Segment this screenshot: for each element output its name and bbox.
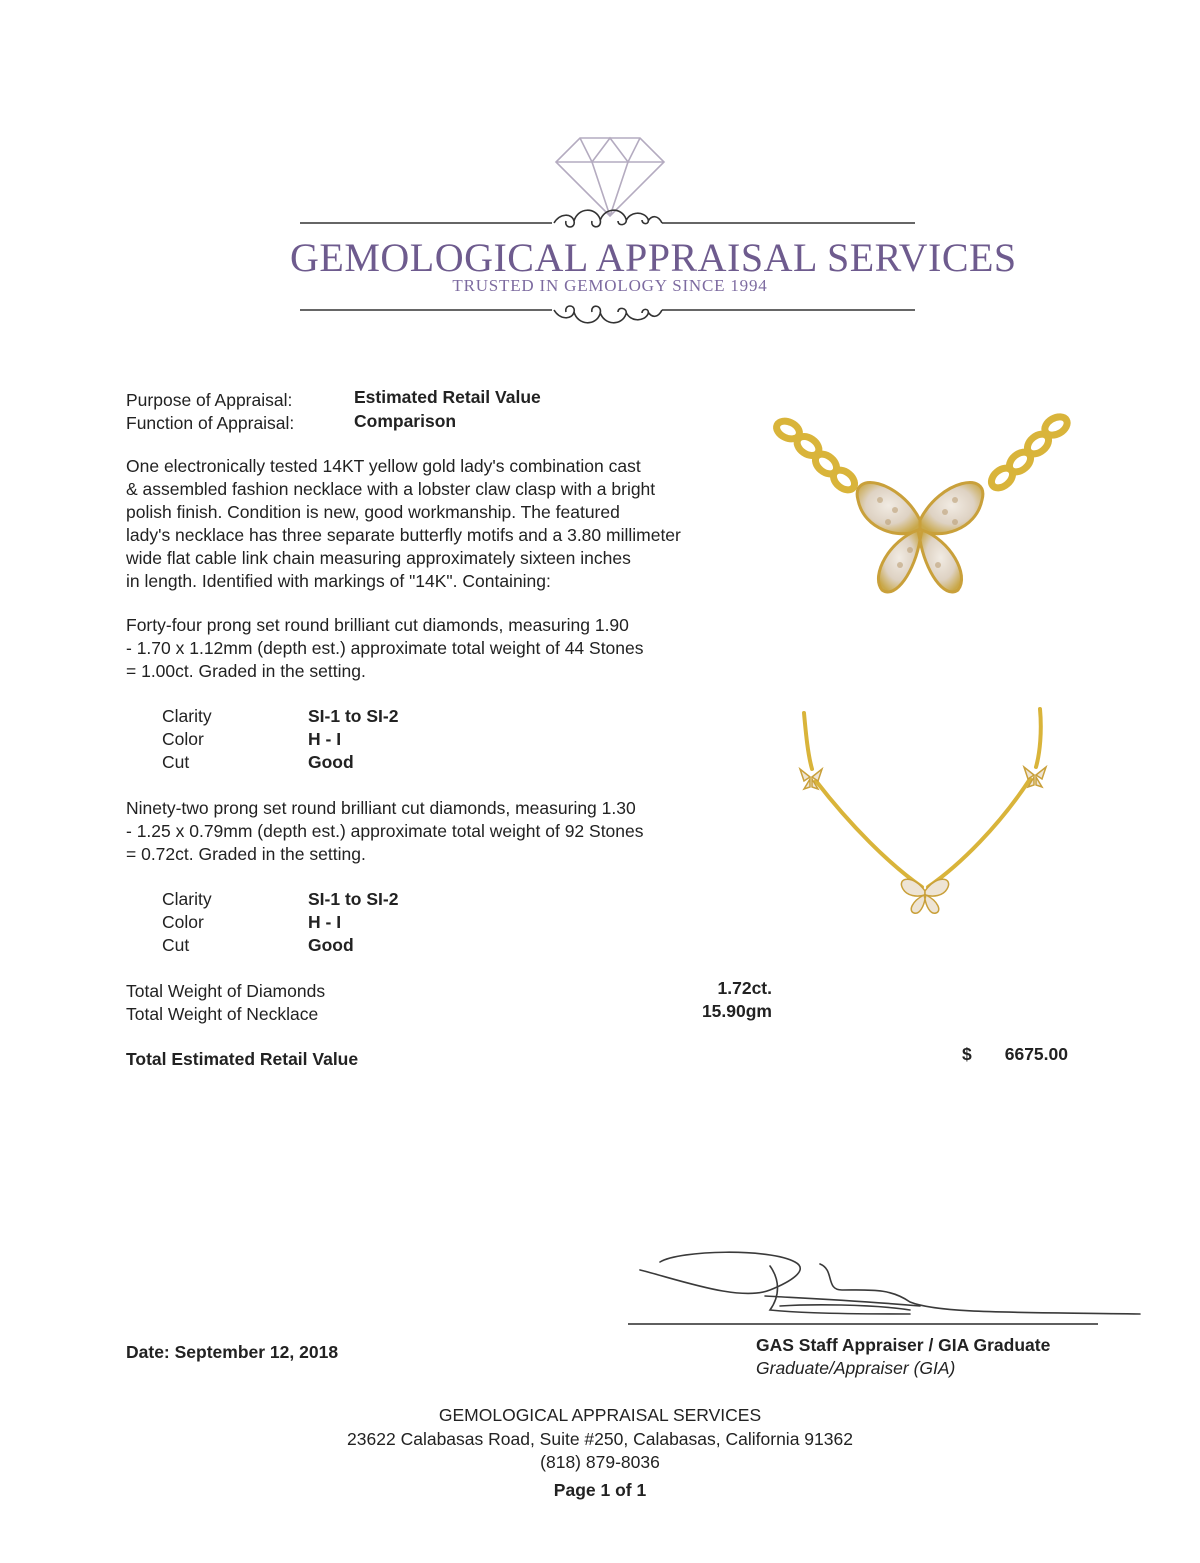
footer-address: 23622 Calabasas Road, Suite #250, Calabasas, California 91362 — [347, 1429, 853, 1449]
stone-group-2-description — [126, 797, 766, 866]
signature — [620, 1240, 1150, 1340]
retail-value-label: Total Estimated Retail Value — [126, 1049, 359, 1069]
grade-label: Cut — [162, 935, 190, 955]
grade-value: Good — [308, 752, 354, 772]
company-logo — [290, 130, 1017, 340]
grade-value: SI-1 to SI-2 — [308, 706, 399, 726]
stone-line: = 1.00ct. Graded in the setting. — [126, 661, 366, 681]
stone-line: - 1.70 x 1.12mm (depth est.) approximate total weight of 44 Stones — [126, 638, 644, 658]
clarity-row — [162, 705, 462, 728]
total-necklace-label: Total Weight of Necklace — [126, 1004, 319, 1024]
grade-label: Clarity — [162, 889, 212, 909]
grade-label: Cut — [162, 752, 190, 772]
stone-line: - 1.25 x 0.79mm (depth est.) approximate total weight of 92 Stones — [126, 821, 644, 841]
stone-group-1-description — [126, 614, 766, 683]
purpose-value: Estimated Retail Value — [354, 387, 541, 407]
footer-company: GEMOLOGICAL APPRAISAL SERVICES — [438, 1405, 762, 1425]
appraiser-subtitle: Graduate/Appraiser (GIA) — [756, 1358, 956, 1378]
grade-label: Clarity — [162, 706, 212, 726]
description-line: in length. Identified with markings of "14K". Containing: — [126, 571, 551, 591]
grade-value: SI-1 to SI-2 — [308, 889, 399, 909]
total-diamonds-value: 1.72ct. — [717, 978, 772, 998]
necklace-full-photo — [790, 705, 1060, 920]
appraisal-date: Date: September 12, 2018 — [126, 1342, 339, 1362]
footer-phone: (818) 879-8036 — [540, 1452, 660, 1472]
item-description — [126, 455, 766, 593]
total-diamonds-label: Total Weight of Diamonds — [126, 981, 326, 1001]
company-tagline: TRUSTED IN GEMOLOGY SINCE 1994 — [452, 276, 768, 295]
color-row — [162, 728, 462, 751]
appraiser-title: GAS Staff Appraiser / GIA Graduate — [756, 1335, 1051, 1355]
grade-label: Color — [162, 729, 204, 749]
necklace-closeup-photo — [770, 400, 1075, 610]
description-line: lady's necklace has three separate butterfly motifs and a 3.80 millimeter — [126, 525, 681, 545]
function-label: Function of Appraisal: — [126, 413, 295, 433]
cut-row — [162, 751, 462, 774]
stone-group-2-grades — [162, 888, 482, 960]
grade-value: H - I — [308, 912, 342, 932]
grade-label: Color — [162, 912, 204, 932]
stone-line: = 0.72ct. Graded in the setting. — [126, 844, 366, 864]
description-line: & assembled fashion necklace with a lobster claw clasp with a bright — [126, 479, 656, 499]
stone-line: Forty-four prong set round brilliant cut diamonds, measuring 1.90 — [126, 615, 629, 635]
function-value: Comparison — [354, 411, 457, 431]
purpose-label: Purpose of Appraisal: — [126, 390, 293, 410]
clarity-row — [162, 888, 462, 911]
description-line: polish finish. Condition is new, good workmanship. The featured — [126, 502, 620, 522]
stone-group-1-grades — [162, 705, 482, 777]
retail-value-amount: 6675.00 — [1004, 1044, 1068, 1064]
description-line: wide flat cable link chain measuring approximately sixteen inches — [126, 548, 631, 568]
currency-symbol: $ — [962, 1044, 972, 1064]
cut-row — [162, 934, 462, 957]
grade-value: H - I — [308, 729, 342, 749]
description-line: One electronically tested 14KT yellow gold lady's combination cast — [126, 456, 641, 476]
stone-line: Ninety-two prong set round brilliant cut diamonds, measuring 1.30 — [126, 798, 636, 818]
company-name: GEMOLOGICAL APPRAISAL SERVICES — [290, 235, 1017, 280]
page-number: Page 1 of 1 — [553, 1480, 647, 1500]
total-necklace-value: 15.90gm — [701, 1001, 772, 1021]
color-row — [162, 911, 462, 934]
grade-value: Good — [308, 935, 354, 955]
